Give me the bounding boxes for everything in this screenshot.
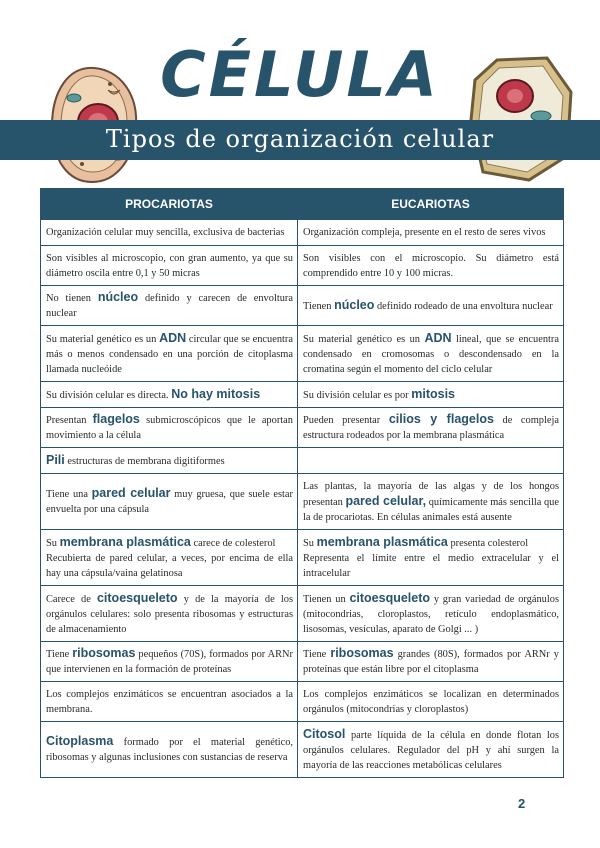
table-row [41, 448, 564, 474]
cell-text: químicamente más sencilla que la de procariotas. En células animales está ausente [303, 496, 559, 523]
table-row [41, 220, 564, 246]
cell-text: Su material genético es un [303, 333, 425, 345]
cell-eucariotas [298, 382, 564, 408]
cell-procariotas [41, 382, 298, 408]
table-row [41, 642, 564, 682]
keyword: pared celular, [345, 493, 427, 508]
keyword: núcleo [334, 297, 375, 312]
cell-procariotas [41, 642, 298, 682]
keyword: mitosis [411, 386, 455, 401]
cell-text: Organización celular muy sencilla, exclusiva de bacterias [46, 227, 285, 238]
cell-text: Son visibles al microscopio, con gran aumento, ya que su diámetro oscila entre 0,1 y 50 micras [46, 252, 293, 279]
page-number: 2 [518, 796, 526, 811]
cell-text: y gran variedad de orgánulos (mitocondrias, cloroplastos, retículo endoplasmático, lisosomas, vesículas, aparato de Golgi ... ) [303, 593, 559, 635]
cell-text: Su [303, 537, 317, 549]
cell-procariotas [41, 722, 298, 778]
keyword: Citoplasma [46, 734, 114, 748]
cell-eucariotas [298, 474, 564, 530]
table-row [41, 326, 564, 382]
keyword: ADN [159, 330, 187, 345]
cell-text: pequeños (70S), formados por ARNr que intervienen en la formación de proteínas [46, 649, 293, 675]
cell-text: presenta colesterol [447, 537, 529, 549]
keyword: membrana plasmática [316, 534, 448, 549]
cell-text: Tienen [303, 300, 335, 312]
cell-procariotas [41, 220, 298, 246]
cell-eucariotas [298, 448, 564, 474]
keyword: cilios y flagelos [388, 412, 494, 426]
cell-eucariotas [298, 220, 564, 246]
cell-procariotas [41, 246, 298, 286]
table-row [41, 246, 564, 286]
cell-text: lineal, que se encuentra condensado en cromosomas o descondensado en la cromatina según el momento del ciclo celular [303, 333, 559, 375]
cell-text: Los complejos enzimáticos se localizan en determinados orgánulos (mitocondrias y cloroplastos) [303, 688, 559, 715]
cell-text: Su división celular es directa. [46, 389, 172, 401]
keyword: No hay mitosis [171, 386, 261, 401]
page-title: CÉLULA [160, 38, 440, 111]
cell-text: Recubierta de pared celular, a veces, por encima de ella hay una cápsula/vaina gelatinosa [46, 552, 293, 579]
cell-eucariotas [298, 722, 564, 778]
cell-text: Tienen un [303, 593, 350, 605]
table-row [41, 530, 564, 586]
cell-eucariotas [298, 326, 564, 382]
cell-text: Tiene una [46, 489, 92, 500]
cell-text: Son visibles con el microscopio. Su diámetro está comprendido entre 10 y 100 micras. [303, 252, 559, 279]
cell-procariotas [41, 286, 298, 326]
keyword: membrana plasmática [59, 534, 191, 549]
cell-text: formado por el material genético, ribosomas y algunas inclusiones con sustancias de reserva [46, 737, 293, 763]
cell-text: Tiene [303, 649, 331, 660]
table-row [41, 474, 564, 530]
cell-text: carece de colesterol [190, 537, 276, 549]
cell-eucariotas [298, 642, 564, 682]
table-row [41, 286, 564, 326]
cell-text: Representa el límite entre el medio extracelular y el intracelular [303, 552, 559, 579]
keyword: Pili [46, 452, 65, 467]
cell-eucariotas [298, 586, 564, 642]
page-subtitle: Tipos de organización celular [105, 125, 495, 153]
column-header-eucariotas: EUCARIOTAS [298, 189, 564, 220]
cell-text: y de la mayoría de los orgánulos celulares: solo presenta ribosomas y estructuras de almacenamiento [46, 593, 293, 635]
cell-text: de compleja estructura rodeados por la membrana plasmática [303, 415, 559, 441]
cell-procariotas [41, 586, 298, 642]
keyword: ribosomas [72, 646, 136, 660]
cell-text: Carece de [46, 593, 97, 605]
cell-text: Pueden presentar [303, 415, 389, 426]
cell-procariotas [41, 408, 298, 448]
cell-text: Los complejos enzimáticos se encuentran asociados a la membrana. [46, 688, 293, 715]
cell-eucariotas [298, 682, 564, 722]
cell-eucariotas [298, 246, 564, 286]
cell-procariotas [41, 682, 298, 722]
table-row [41, 722, 564, 778]
cell-eucariotas [298, 286, 564, 326]
table-body [41, 220, 564, 778]
keyword: ADN [424, 330, 452, 345]
cell-text: muy gruesa, que suele estar envuelta por una cápsula [46, 489, 293, 515]
cell-text: No tienen [46, 293, 98, 304]
cell-text: parte líquida de la célula en donde flotan los orgánulos celulares. Regulador del pH y ahí surgen la mayoría de las reacciones metabólicas celulares [303, 729, 559, 771]
cell-procariotas [41, 326, 298, 382]
cell-text: definido rodeado de una envoltura nuclear [374, 300, 553, 312]
cell-text: grandes (80S), formados por ARNr y proteínas que están libre por el citoplasma [303, 649, 559, 675]
cell-procariotas [41, 530, 298, 586]
table-row [41, 682, 564, 722]
table-row [41, 408, 564, 448]
keyword: citoesqueleto [349, 590, 431, 605]
cell-text: submicroscópicos que le aportan movimiento a la célula [46, 415, 293, 441]
cell-text: Su [46, 537, 60, 549]
cell-procariotas [41, 474, 298, 530]
cell-text: Su división celular es por [303, 389, 412, 401]
cell-eucariotas [298, 530, 564, 586]
keyword: flagelos [92, 412, 140, 426]
table-header-row [41, 189, 564, 220]
column-header-procariotas: PROCARIOTAS [41, 189, 298, 220]
cell-text: Organización compleja, presente en el resto de seres vivos [303, 227, 546, 238]
table-row [41, 382, 564, 408]
cell-text: Su material genético es un [46, 333, 160, 345]
keyword: citoesqueleto [96, 590, 178, 605]
cell-eucariotas [298, 408, 564, 448]
keyword: Citosol [303, 726, 346, 741]
keyword: ribosomas [330, 646, 394, 660]
cell-text: Presentan [46, 415, 93, 426]
cell-text: Tiene [46, 649, 73, 660]
comparison-table [40, 188, 564, 778]
table-row [41, 586, 564, 642]
keyword: pared celular [91, 486, 171, 500]
keyword: núcleo [97, 290, 139, 304]
cell-text: definido y carecen de envoltura nuclear [46, 293, 293, 319]
cell-text: Las plantas, la mayoría de las algas y de los hongos presentan [303, 480, 559, 508]
cell-procariotas [41, 448, 298, 474]
cell-text: estructuras de membrana digitiformes [64, 455, 225, 467]
cell-text: circular que se encuentra más o menos condensado en una porción de citoplasma llamada nucleóide [46, 333, 293, 375]
